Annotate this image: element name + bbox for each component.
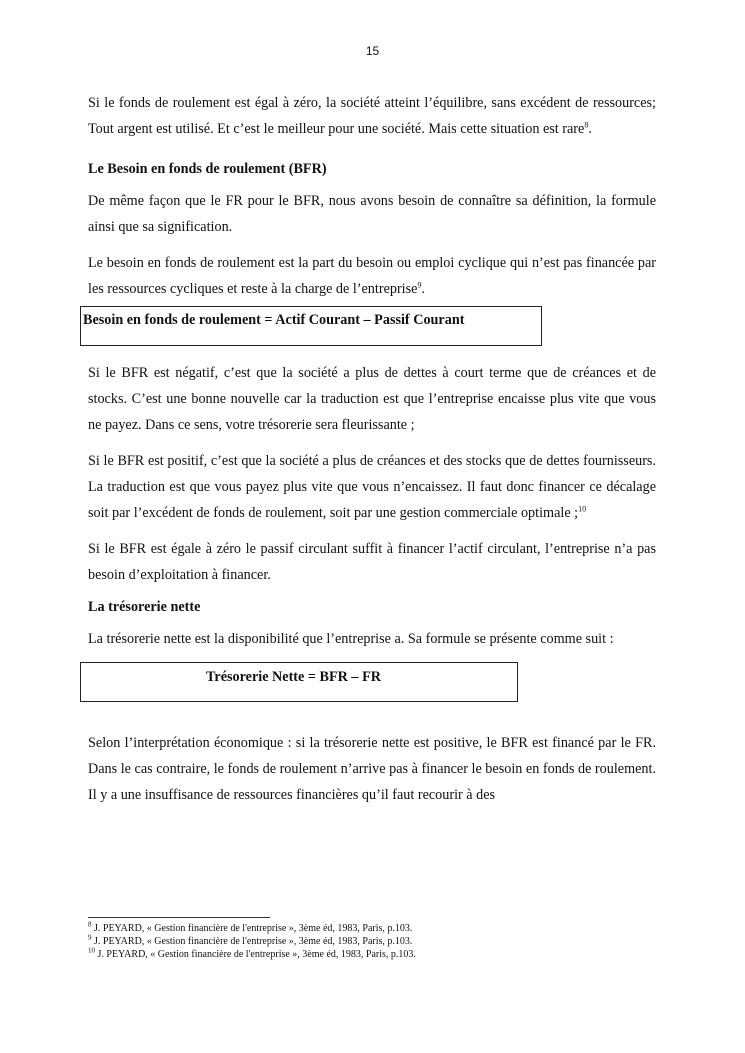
formula-tn-box: Trésorerie Nette = BFR – FR: [80, 662, 518, 702]
paragraph-bfr-intro: De même façon que le FR pour le BFR, nous avons besoin de connaître sa définition, la formule ainsi que sa signification.: [88, 193, 656, 235]
formula-bfr-box: Besoin en fonds de roulement = Actif Courant – Passif Courant: [80, 306, 542, 346]
footnote-ref-10: 10: [578, 504, 587, 514]
footnote-ref-9: 9: [417, 280, 422, 290]
footnote-divider: [88, 917, 270, 918]
heading-tresorerie-nette: La trésorerie nette: [88, 599, 201, 615]
heading-bfr: Le Besoin en fonds de roulement (BFR): [88, 161, 327, 177]
paragraph-bfr-definition: Le besoin en fonds de roulement est la part du besoin ou emploi cyclique qui n’est pas financée par les ressources cycliques et reste à la charge de l’entreprise$^9$.: [88, 255, 656, 297]
footnote-item: $^{10}$ J. PEYARD, « Gestion financière de l'entreprise », 3ème éd, 1983, Paris, p.103.: [88, 946, 416, 960]
paragraph-tn-interpretation: Selon l’interprétation économique : si la trésorerie nette est positive, le BFR est financé par le FR. Dans le cas contraire, le fonds de roulement n’arrive pas à financer le besoin en fonds de roulement. Il y a une insuffisance de ressources financières qu’il faut recourir à des: [88, 735, 656, 803]
paragraph-bfr-negative: Si le BFR est négatif, c’est que la société a plus de dettes à court terme que de créances et de stocks. C’est une bonne nouvelle car la traduction est que l’entreprise encaisse plus vite que vous ne payez. Dans ce sens, votre trésorerie sera fleurissante ;: [88, 365, 656, 433]
footnotes: [88, 922, 656, 961]
paragraph-bfr-positive: Si le BFR est positif, c’est que la société a plus de créances et des stocks que de dettes fournisseurs. La traduction est que vous payez plus vite que vous n’encaissez. Il faut donc financer ce décalage soit par l’excédent de fonds de roulement, soit par une gestion commerciale optimale ;$^{10}$: [88, 453, 656, 521]
footnote-item: $^8$ J. PEYARD, « Gestion financière de l'entreprise », 3ème éd, 1983, Paris, p.103.: [88, 920, 413, 934]
page-number: 15: [365, 44, 380, 58]
paragraph-tn-definition: La trésorerie nette est la disponibilité que l’entreprise a. Sa formule se présente comme suit :: [88, 631, 614, 647]
footnote-item: $^9$ J. PEYARD, « Gestion financière de l'entreprise », 3ème éd, 1983, Paris, p.103.: [88, 933, 413, 947]
paragraph-bfr-zero: Si le BFR est égale à zéro le passif circulant suffit à financer l’actif circulant, l’entreprise n’a pas besoin d’exploitation à financer.: [88, 541, 656, 583]
page-body: [83, 90, 656, 808]
paragraph-fr-zero: Si le fonds de roulement est égal à zéro, la société atteint l’équilibre, sans excédent de ressources; Tout argent est utilisé. Et c’est le meilleur pour une société. Mais cette situation est rare$^8$.: [88, 95, 656, 137]
footnote-ref-8: 8: [584, 120, 589, 130]
